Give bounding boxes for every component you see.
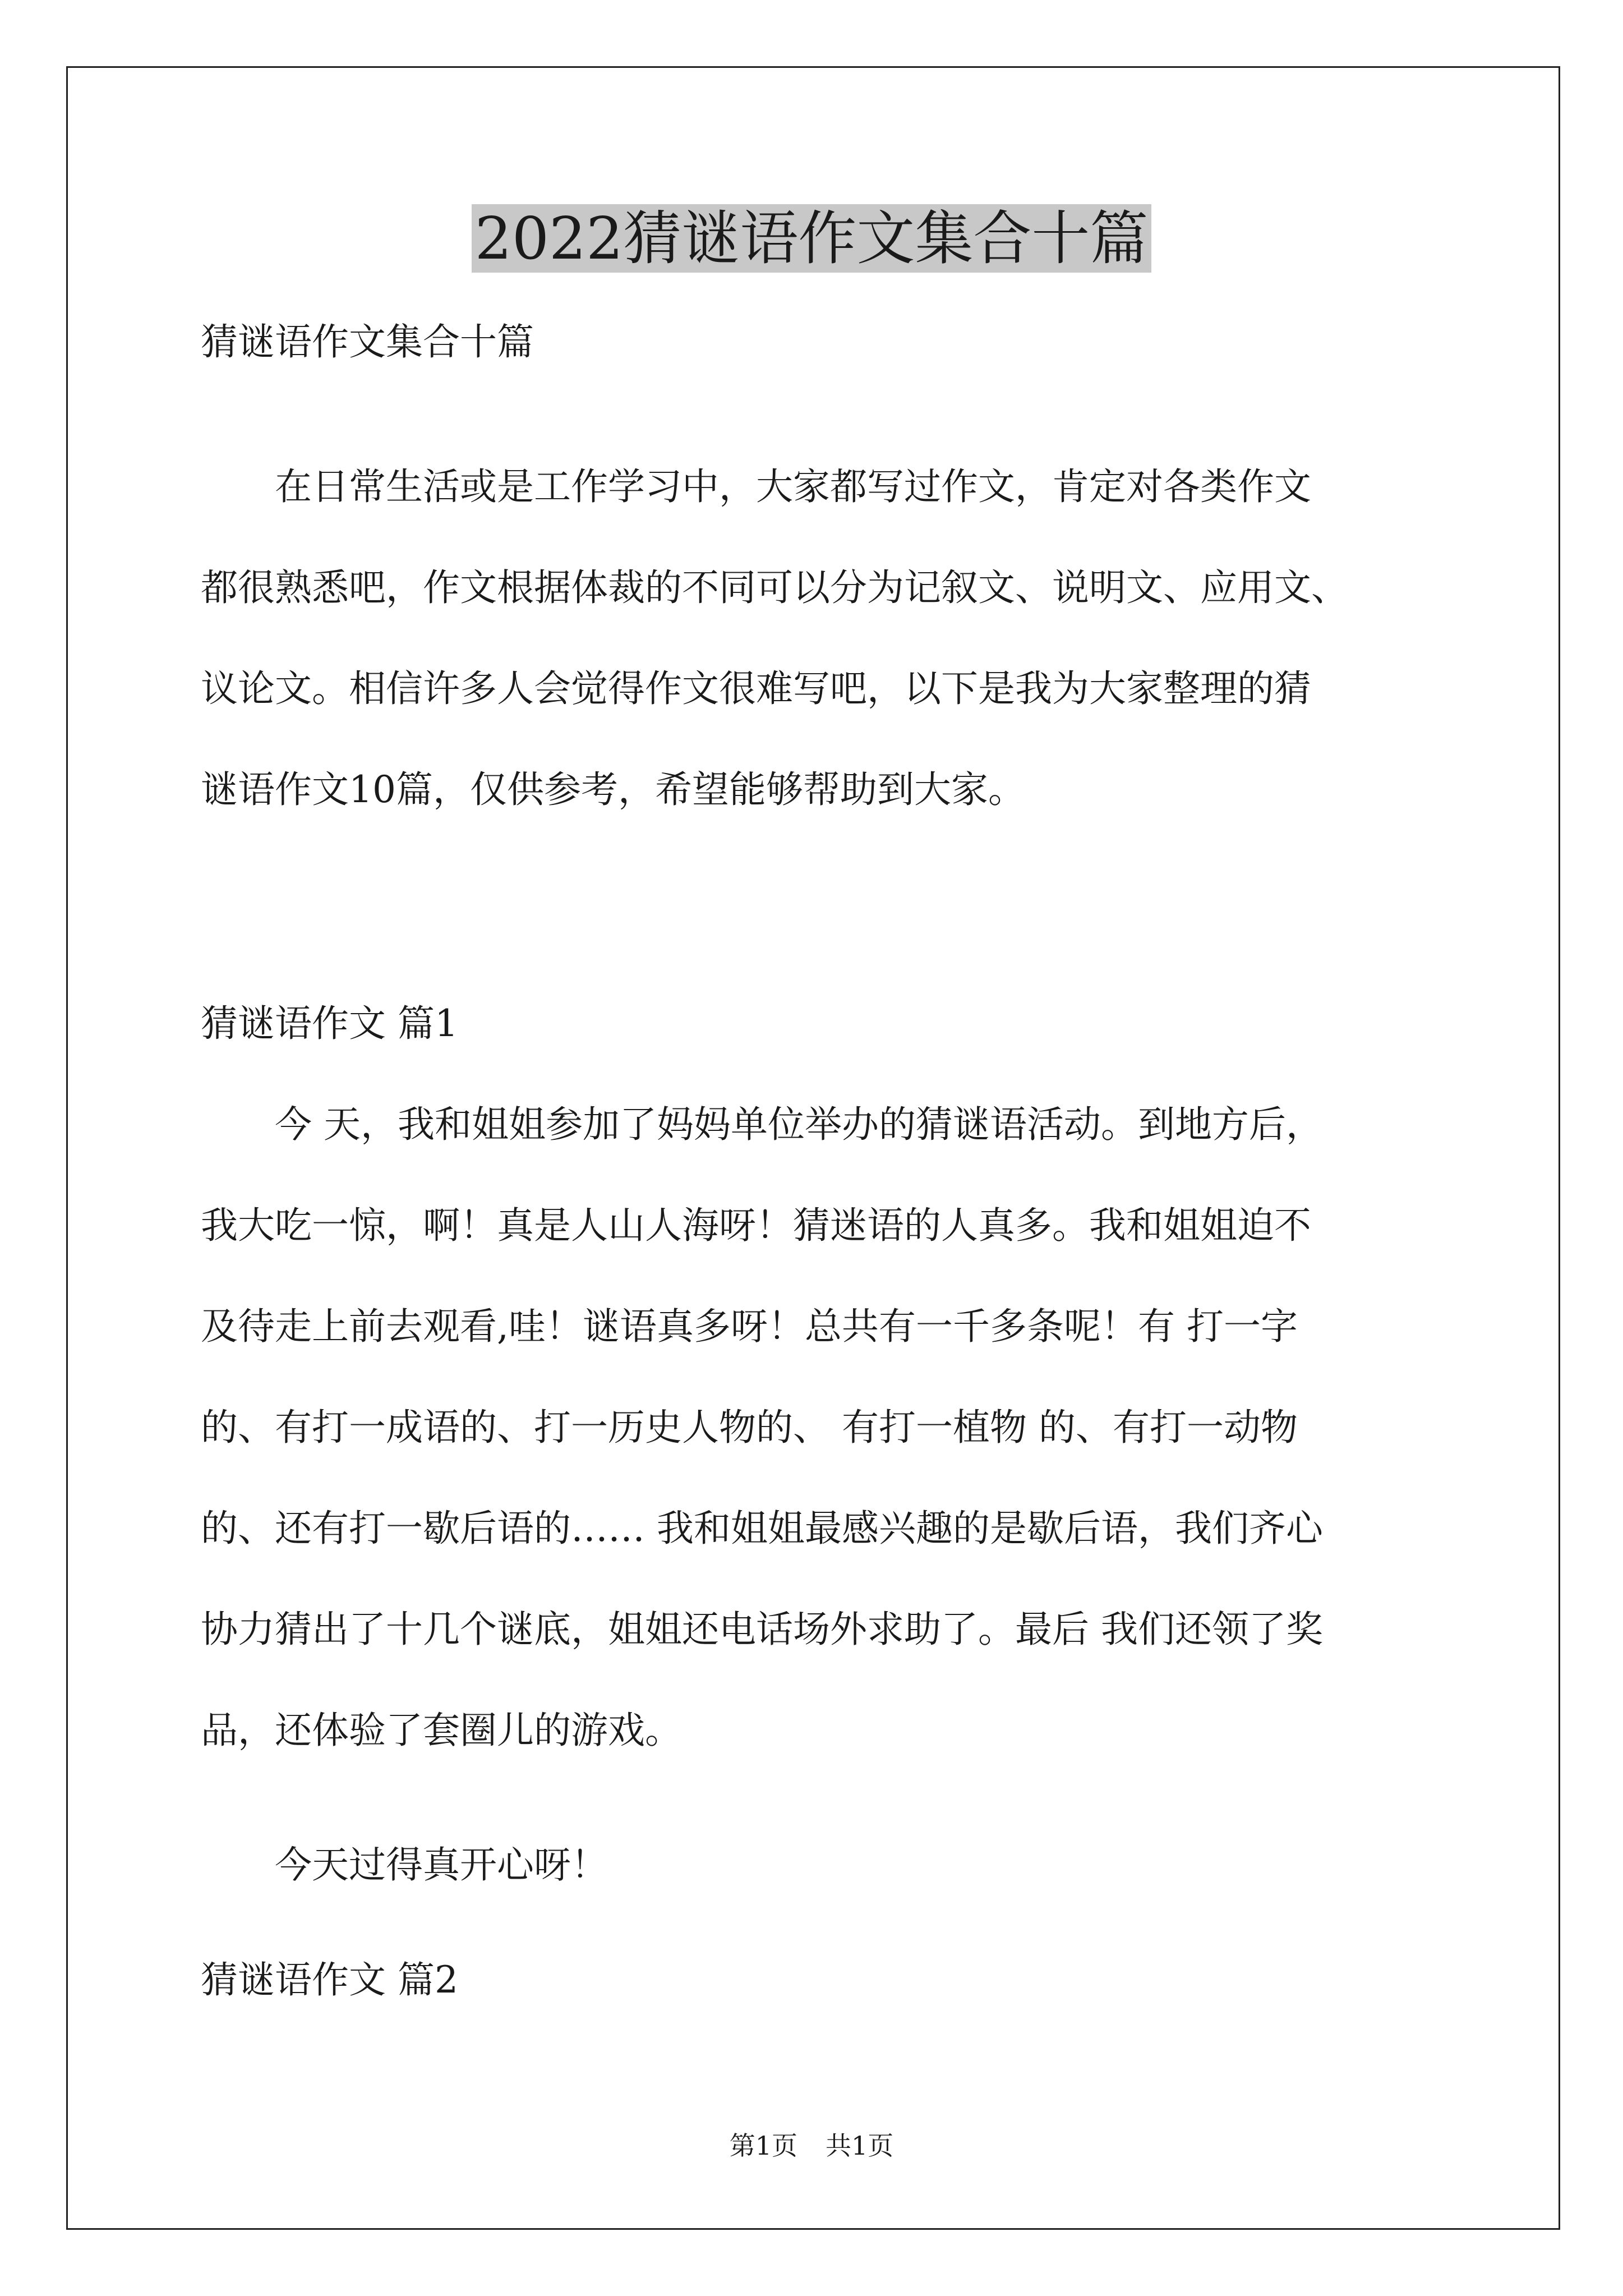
body-line: 的、有打一成语的、打一历史人物的、 有打一植物 的、有打一动物 — [201, 1406, 1298, 1449]
page-number-total: 共1页 — [826, 2131, 894, 2161]
section-heading-2: 猜谜语作文 篇2 — [201, 1958, 458, 2001]
section-heading-1: 猜谜语作文 篇1 — [201, 1002, 458, 1045]
body-line: 今 天，我和姐姐参加了妈妈单位举办的猜谜语活动。到地方后， — [201, 1103, 1323, 1146]
document-title — [0, 199, 1623, 278]
body-line: 协力猜出了十几个谜底，姐姐还电话场外求助了。最后 我们还领了奖 — [201, 1608, 1323, 1651]
body-line: 我大吃一惊，啊！真是人山人海呀！猜迷语的人真多。我和姐姐迫不 — [201, 1204, 1311, 1247]
subtitle-line: 猜谜语作文集合十篇 — [201, 320, 534, 364]
body-line: 都很熟悉吧，作文根据体裁的不同可以分为记叙文、说明文、应用文、 — [201, 566, 1348, 609]
page-number-current: 第1页 — [729, 2131, 797, 2161]
body-line: 在日常生活或是工作学习中，大家都写过作文，肯定对各类作文 — [201, 465, 1311, 508]
body-line: 及待走上前去观看,哇！谜语真多呀！总共有一千多条呢！有 打一字 — [201, 1305, 1298, 1348]
body-line: 的、还有打一歇后语的…… 我和姐姐最感兴趣的是歇后语，我们齐心 — [201, 1507, 1323, 1550]
body-line: 今天过得真开心呀！ — [201, 1843, 608, 1887]
document-title-text: 2022猜谜语作文集合十篇 — [472, 204, 1152, 273]
body-line: 议论文。相信许多人会觉得作文很难写吧，以下是我为大家整理的猜 — [201, 667, 1311, 710]
body-line: 品，还体验了套圈儿的游戏。 — [201, 1709, 682, 1752]
page-footer — [0, 2128, 1623, 2164]
body-line: 谜语作文10篇，仅供参考，希望能够帮助到大家。 — [201, 768, 1025, 811]
